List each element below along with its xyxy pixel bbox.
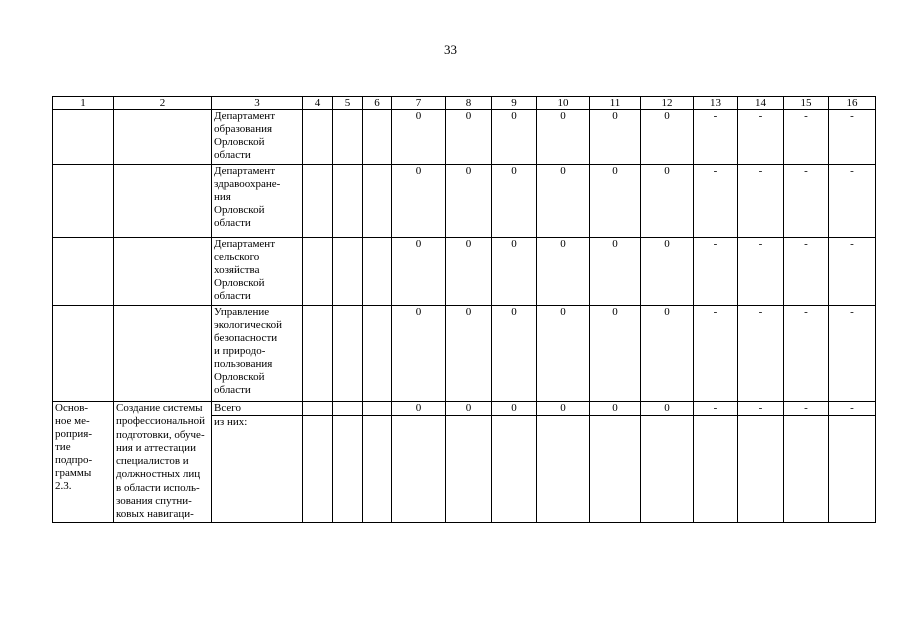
col-header: 13 [694, 97, 738, 110]
value-cell: - [829, 306, 876, 402]
empty-cell [53, 238, 114, 306]
empty-cell [114, 238, 212, 306]
empty-cell [446, 416, 492, 523]
cell-line: Департамент [214, 238, 276, 250]
cell-line: Департамент [214, 165, 276, 177]
value-cell: 0 [641, 238, 694, 306]
cell-line: Орловской [214, 204, 265, 216]
col-header: 14 [738, 97, 784, 110]
cell-line: и природо- [214, 345, 266, 357]
budget-table [52, 96, 876, 523]
col-header: 6 [363, 97, 392, 110]
value-cell [333, 110, 363, 165]
department-name [212, 238, 303, 306]
cell-line: подготовки, обуче- [116, 428, 205, 441]
col-header: 16 [829, 97, 876, 110]
value-cell: - [784, 165, 829, 238]
empty-cell [738, 416, 784, 523]
empty-cell [363, 416, 392, 523]
dept-row [53, 306, 876, 402]
col-header: 2 [114, 97, 212, 110]
value-cell: - [694, 306, 738, 402]
col-header: 12 [641, 97, 694, 110]
value-cell: 0 [492, 402, 537, 416]
cell-line: граммы [55, 467, 92, 479]
col-header: 10 [537, 97, 590, 110]
empty-cell [53, 110, 114, 165]
value-cell: 0 [590, 110, 641, 165]
value-cell: 0 [392, 238, 446, 306]
value-cell: - [738, 165, 784, 238]
col-header: 4 [303, 97, 333, 110]
value-cell: - [738, 238, 784, 306]
cell-line: области [214, 384, 251, 396]
value-cell [333, 402, 363, 416]
empty-cell [114, 110, 212, 165]
cell-line: области [214, 149, 251, 161]
cell-line: ное ме- [55, 415, 90, 427]
value-cell: - [829, 238, 876, 306]
col-header: 7 [392, 97, 446, 110]
value-cell: 0 [641, 165, 694, 238]
cell-line: Орловской [214, 277, 265, 289]
empty-cell [492, 416, 537, 523]
value-cell: 0 [492, 306, 537, 402]
value-cell [363, 110, 392, 165]
value-cell: 0 [392, 110, 446, 165]
empty-cell [333, 416, 363, 523]
value-cell: - [694, 402, 738, 416]
value-cell: - [784, 306, 829, 402]
value-cell: 0 [590, 306, 641, 402]
value-cell: 0 [446, 238, 492, 306]
value-cell: 0 [641, 306, 694, 402]
col-header: 5 [333, 97, 363, 110]
cell-line: Управление [214, 306, 270, 318]
cell-line: ковых навигаци- [116, 508, 194, 521]
value-cell [303, 306, 333, 402]
value-cell: - [829, 110, 876, 165]
total-row [53, 402, 876, 416]
value-cell: 0 [392, 165, 446, 238]
col-header: 8 [446, 97, 492, 110]
value-cell: - [738, 110, 784, 165]
value-cell: - [784, 110, 829, 165]
event-name [114, 402, 212, 523]
event-type [53, 402, 114, 523]
empty-cell [392, 416, 446, 523]
column-number-row [53, 97, 876, 110]
department-name [212, 110, 303, 165]
cell-line: ния [214, 191, 231, 203]
value-cell: 0 [641, 110, 694, 165]
cell-line: пользования [214, 358, 273, 370]
value-cell: 0 [492, 110, 537, 165]
value-cell: 0 [492, 165, 537, 238]
value-cell [303, 165, 333, 238]
department-name [212, 306, 303, 402]
total-label: Всего [212, 402, 303, 416]
cell-line: Орловской [214, 371, 265, 383]
empty-cell [641, 416, 694, 523]
of-which-label: из них: [212, 416, 303, 523]
empty-cell [303, 416, 333, 523]
value-cell: - [784, 238, 829, 306]
value-cell: 0 [641, 402, 694, 416]
empty-cell [590, 416, 641, 523]
value-cell: 0 [590, 238, 641, 306]
cell-line: подпро- [55, 454, 93, 466]
cell-line: безопасности [214, 332, 278, 344]
empty-cell [114, 165, 212, 238]
value-cell: - [694, 165, 738, 238]
page-number: 33 [444, 42, 457, 57]
value-cell: 0 [446, 402, 492, 416]
cell-line: образования [214, 123, 273, 135]
value-cell [363, 306, 392, 402]
col-header: 11 [590, 97, 641, 110]
value-cell: - [694, 238, 738, 306]
col-header: 15 [784, 97, 829, 110]
department-name [212, 165, 303, 238]
dept-row [53, 165, 876, 238]
value-cell: 0 [392, 306, 446, 402]
value-cell: - [829, 402, 876, 416]
cell-line: области [214, 290, 251, 302]
cell-line: профессиональной [116, 415, 205, 428]
value-cell: - [829, 165, 876, 238]
value-cell: 0 [492, 238, 537, 306]
value-cell: - [694, 110, 738, 165]
cell-line: экологической [214, 319, 282, 331]
value-cell: 0 [392, 402, 446, 416]
cell-line: тие [55, 441, 71, 453]
col-header: 9 [492, 97, 537, 110]
value-cell [333, 238, 363, 306]
value-cell: 0 [537, 165, 590, 238]
empty-cell [694, 416, 738, 523]
dept-row [53, 110, 876, 165]
empty-cell [114, 306, 212, 402]
value-cell [303, 238, 333, 306]
cell-line: роприя- [55, 428, 92, 440]
cell-line: области [214, 217, 251, 229]
value-cell: 0 [537, 110, 590, 165]
value-cell [363, 238, 392, 306]
value-cell: 0 [446, 306, 492, 402]
cell-line: специалистов и [116, 455, 189, 468]
value-cell: 0 [446, 165, 492, 238]
value-cell: - [784, 402, 829, 416]
empty-cell [829, 416, 876, 523]
value-cell: 0 [590, 402, 641, 416]
empty-cell [537, 416, 590, 523]
value-cell: 0 [537, 238, 590, 306]
cell-line: 2.3. [55, 480, 72, 492]
dept-row [53, 238, 876, 306]
cell-line: Департамент [214, 110, 276, 122]
value-cell [303, 110, 333, 165]
cell-line: сельского [214, 251, 260, 263]
value-cell: - [738, 306, 784, 402]
value-cell [333, 306, 363, 402]
cell-line: Создание системы [116, 402, 203, 414]
value-cell [363, 165, 392, 238]
value-cell: 0 [537, 402, 590, 416]
value-cell: 0 [537, 306, 590, 402]
cell-line: должностных лиц [116, 468, 201, 481]
value-cell [363, 402, 392, 416]
cell-line: хозяйства [214, 264, 260, 276]
value-cell [303, 402, 333, 416]
empty-cell [53, 306, 114, 402]
cell-line: в области исполь- [116, 481, 200, 494]
col-header: 1 [53, 97, 114, 110]
value-cell [333, 165, 363, 238]
cell-line: здравоохране- [214, 178, 281, 190]
value-cell: 0 [590, 165, 641, 238]
value-cell: 0 [446, 110, 492, 165]
value-cell: - [738, 402, 784, 416]
empty-cell [784, 416, 829, 523]
empty-cell [53, 165, 114, 238]
col-header: 3 [212, 97, 303, 110]
cell-line: Основ- [55, 402, 89, 414]
cell-line: зования спутни- [116, 495, 192, 508]
cell-line: Орловской [214, 136, 265, 148]
cell-line: ния и аттестации [116, 441, 196, 454]
